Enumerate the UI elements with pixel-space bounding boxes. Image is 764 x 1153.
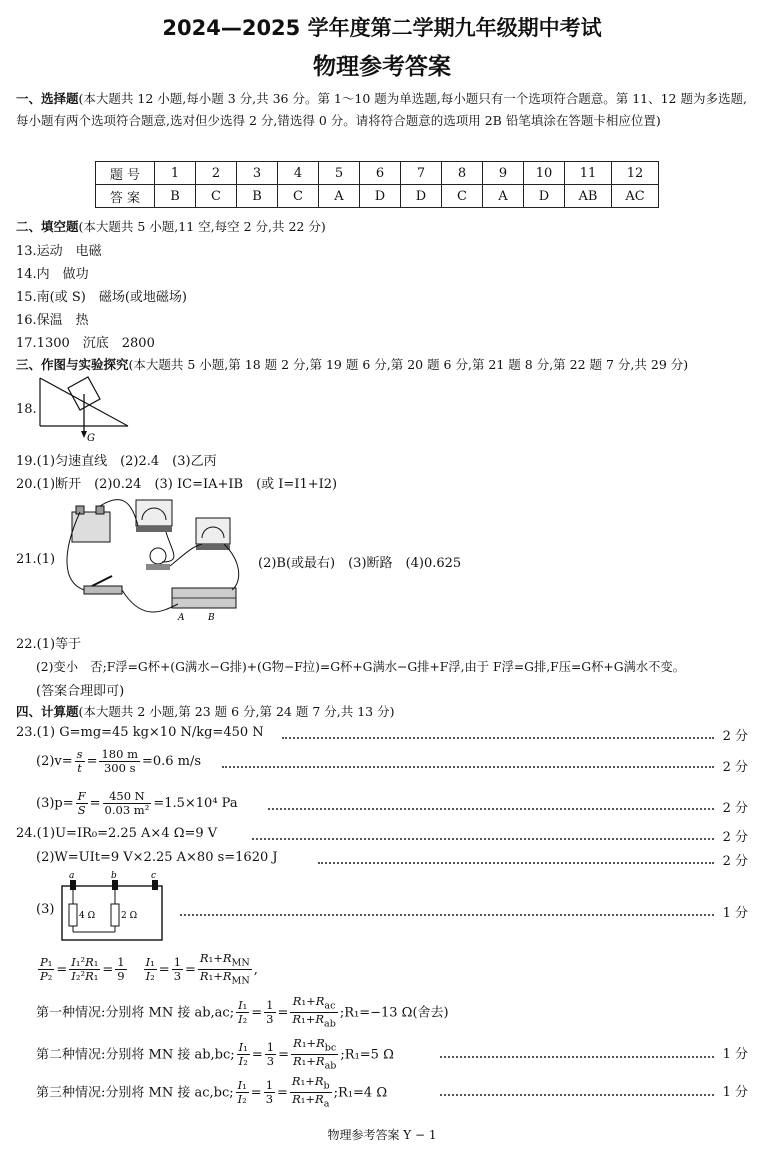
case3-text: 第三种情况:分别将 MN 接 ac,bc; xyxy=(36,1085,234,1101)
answer-cell: D xyxy=(401,185,442,208)
q17: 17.1300 沉底 2800 xyxy=(16,336,155,351)
dot-leader xyxy=(252,838,714,840)
q20-formula: C=IA+IB (或 I=I1+I2) xyxy=(182,477,338,492)
answer-cell: A xyxy=(319,185,360,208)
answer-cell: C xyxy=(196,185,237,208)
q23-2-label: (2)v= xyxy=(36,754,73,769)
section-1-intro xyxy=(16,88,752,132)
question-number-cell: 3 xyxy=(237,162,278,185)
incline-force-diagram xyxy=(38,374,132,444)
answer-cell: C xyxy=(442,185,483,208)
answer-cell: B xyxy=(237,185,278,208)
answer-cell: D xyxy=(360,185,401,208)
q24-part3-label: (3) xyxy=(36,902,55,917)
question-number-cell: 11 xyxy=(565,162,612,185)
points-q23-1: 2 分 xyxy=(722,729,748,744)
page-footer: 物理参考答案 Y − 1 xyxy=(327,1128,437,1142)
q24-ratio-equations: $\frac{\text{P₁}}{\text{P₂}}$ = $\frac{\text{I₁²R₁}}{\text{I₂²R₁}}$ = $\frac{1}{9}$ $\frac{\text{I₁}}{\text{I₂}}$ = $\frac{1}{3}$ = $\frac{R_1+R_{MN}}{R_1+R_{MN}}$ , xyxy=(40,951,258,987)
q19: 19.(1)匀速直线 (2)2.4 (3)乙丙 xyxy=(16,454,217,469)
section-4-intro xyxy=(16,702,394,720)
section-3-desc: (本大题共 5 小题,第 18 题 2 分,第 19 题 6 分,第 20 题 6 分,第 21 题 8 分,第 22 题 7 分,共 29 分) xyxy=(128,357,689,372)
points-q24-2: 2 分 xyxy=(722,854,748,869)
q23-part2: (2)v= $\frac{s}{t}$ = $\frac{180 m}{300 s}$ =0.6 m/s xyxy=(36,747,202,775)
terminal-a: a xyxy=(69,871,75,881)
circuit-wiring-diagram xyxy=(62,492,252,632)
section-3-heading: 三、作图与实验探究 xyxy=(16,357,129,372)
question-number-cell: 8 xyxy=(442,162,483,185)
question-number-cell: 6 xyxy=(360,162,401,185)
terminal-b-label: B xyxy=(208,613,215,623)
q24-case1: 第一种情况:分别将 MN 接 ab,ac; $\frac{\text{I₁}}{\text{I₂}}$ = $\frac{1}{3}$ = $\frac{R_1+R_{ac}}{R_1+R_{ab}}$ ;R₁=−13 Ω(舍去) xyxy=(36,994,449,1030)
points-q24-1: 2 分 xyxy=(722,830,748,845)
points-q23-2: 2 分 xyxy=(722,760,748,775)
resistor-4-ohm: 4 Ω xyxy=(79,911,96,921)
dot-leader xyxy=(440,1094,714,1096)
q23-3-label: (3)p= xyxy=(36,796,74,811)
question-number-cell: 5 xyxy=(319,162,360,185)
fraction-s-t: $\frac{s}{t}$ xyxy=(76,747,83,775)
q23-3-result: =1.5×10⁴ Pa xyxy=(153,796,238,811)
section-2-desc: (本大题共 5 小题,11 空,每空 2 分,共 22 分) xyxy=(78,219,326,234)
answer-cell: A xyxy=(483,185,524,208)
answer-cell: D xyxy=(524,185,565,208)
dot-leader xyxy=(180,914,714,916)
q23-2-result: =0.6 m/s xyxy=(141,754,202,769)
q24-part2: (2)W=UIt=9 V×2.25 A×80 s=1620 J xyxy=(36,850,278,865)
resistor-2-ohm: 2 Ω xyxy=(121,911,138,921)
terminal-a-label: A xyxy=(178,613,185,623)
answer-cell: C xyxy=(278,185,319,208)
q23-part3: (3)p= $\frac{F}{S}$ = $\frac{450 N}{\text{0.03 m²}}$ =1.5×10⁴ Pa xyxy=(36,789,238,817)
dot-leader xyxy=(440,1056,714,1058)
section-4-desc: (本大题共 2 小题,第 23 题 6 分,第 24 题 7 分,共 13 分) xyxy=(78,704,395,719)
q15: 15.南(或 S) 磁场(或地磁场) xyxy=(16,290,187,305)
case2-text: 第二种情况:分别将 MN 接 ab,bc; xyxy=(36,1047,235,1063)
points-q23-3: 2 分 xyxy=(722,801,748,816)
section-1-heading: 一、选择题 xyxy=(16,91,79,106)
points-q24-3: 1 分 xyxy=(722,906,748,921)
section-1-desc: (本大题共 12 小题,每小题 3 分,共 36 分。第 1～10 题为单选题,每小题只有一个选项符合题意。第 11、12 题为多选题,每小题有两个选项符合题意,选对但少选得 2 分,错选得 0 分。请将符合题意的选项用 2B 铅笔填涂在答题卡相应位置) xyxy=(16,91,747,128)
answer-cell: B xyxy=(155,185,196,208)
row-label-answer: 答 案 xyxy=(96,185,155,208)
fraction-f-s: $\frac{F}{S}$ xyxy=(77,789,86,817)
q24-case2: 第二种情况:分别将 MN 接 ab,bc; $\frac{\text{I₁}}{\text{I₂}}$ = $\frac{1}{3}$ = $\frac{R_1+R_{bc}}{R_1+R_{ab}}$ ;R₁=5 Ω xyxy=(36,1036,394,1072)
dot-leader xyxy=(282,737,714,739)
dot-leader xyxy=(318,862,714,864)
dot-leader xyxy=(222,766,714,768)
q20-text: 20.(1)断开 (2)0.24 (3) I xyxy=(16,477,183,492)
section-4-heading: 四、计算题 xyxy=(16,704,79,719)
case1-result: ;R₁=−13 Ω(舍去) xyxy=(339,1005,449,1021)
q16: 16.保温 热 xyxy=(16,313,89,328)
dot-leader xyxy=(268,808,714,810)
case3-result: ;R₁=4 Ω xyxy=(333,1085,388,1101)
question-number-cell: 4 xyxy=(278,162,319,185)
q18-number: 18. xyxy=(16,402,37,417)
row-label-number: 题 号 xyxy=(96,162,155,185)
question-number-cell: 12 xyxy=(612,162,659,185)
points-q24-case2: 1 分 xyxy=(722,1047,748,1062)
q24-part1: 24.(1)U=IR₀=2.25 A×4 Ω=9 V xyxy=(16,826,218,841)
q21-answers: (2)B(或最右) (3)断路 (4)0.625 xyxy=(258,556,462,571)
gravity-label: G xyxy=(87,433,95,444)
question-number-cell: 1 xyxy=(155,162,196,185)
fraction-450-0.03: $\frac{450 N}{\text{0.03 m²}}$ xyxy=(104,789,150,817)
terminal-b: b xyxy=(111,871,117,881)
q23-part1: 23.(1) G=mg=45 kg×10 N/kg=450 N xyxy=(16,725,264,740)
question-number-cell: 2 xyxy=(196,162,237,185)
q21-number: 21.(1) xyxy=(16,552,56,567)
case2-result: ;R₁=5 Ω xyxy=(340,1047,394,1063)
q20 xyxy=(16,473,337,492)
section-2-intro xyxy=(16,217,326,235)
case1-text: 第一种情况:分别将 MN 接 ab,ac; xyxy=(36,1005,235,1021)
terminal-c: c xyxy=(151,871,157,881)
exam-title: 2024—2025 学年度第二学期九年级期中考试 xyxy=(162,16,602,40)
points-q24-case3: 1 分 xyxy=(722,1085,748,1100)
black-box-circuit xyxy=(58,870,168,946)
q22-note: (答案合理即可) xyxy=(36,684,125,699)
fraction-180-300: $\frac{180 m}{300 s}$ xyxy=(101,747,138,775)
q22-part2: (2)变小 否;F浮=G杯+(G满水−G排)+(G物−F拉)=G杯+G满水−G排+F浮,由于 F浮=G排,F压=G杯+G满水不变。 xyxy=(36,660,686,674)
answer-cell: AC xyxy=(612,185,659,208)
section-3-intro xyxy=(16,355,688,373)
q22-part1: 22.(1)等于 xyxy=(16,637,82,652)
q14: 14.内 做功 xyxy=(16,267,89,282)
question-number-cell: 9 xyxy=(483,162,524,185)
answer-table xyxy=(95,161,659,208)
q13: 13.运动 电磁 xyxy=(16,244,102,259)
question-number-cell: 10 xyxy=(524,162,565,185)
section-2-heading: 二、填空题 xyxy=(16,219,79,234)
answer-key-title: 物理参考答案 xyxy=(313,54,451,80)
q24-case3: 第三种情况:分别将 MN 接 ac,bc; $\frac{\text{I₁}}{\text{I₂}}$ = $\frac{1}{3}$ = $\frac{R_1+R_b}{R_1+R_a}$ ;R₁=4 Ω xyxy=(36,1074,388,1110)
answer-cell: AB xyxy=(565,185,612,208)
question-number-cell: 7 xyxy=(401,162,442,185)
